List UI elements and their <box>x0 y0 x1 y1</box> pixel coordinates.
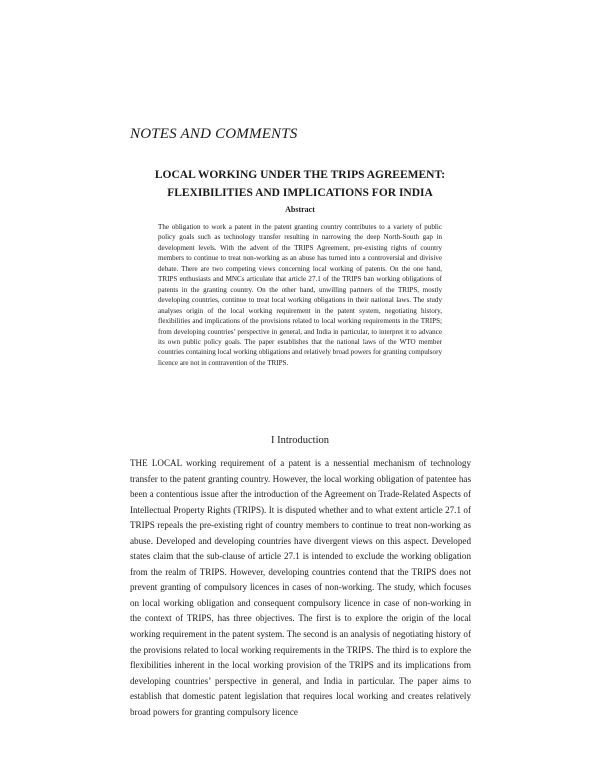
article-title-line-1: LOCAL WORKING UNDER THE TRIPS AGREEMENT: <box>154 169 446 181</box>
section-heading: NOTES AND COMMENTS <box>130 126 298 142</box>
abstract-text: The obligation to work a patent in the patent granting country contributes to a variety of public policy goals such as technology transfer resulting in narrowing the deep North-South gap in development levels. With the advent of the TRIPS Agreement, pre-existing rights of country members to continue to treat non-working as an abuse has turned into a controversial and divisive debate. There are two competing views concerning local working of patents. On the one hand, TRIPS enthusiasts and MNCs articulate that article 27.1 of the TRIPS ban working obligations of patents in the granting country. On the other hand, unwilling partners of the TRIPS, mostly developing countries, continue to treat local working obligations in their national laws. The study analyses origin of the local working requirement in the patent system, negotiating history, flexibilities and implications of the provisions related to local working requirements in the TRIPS; from developing countries’ perspective in general, and India in particular, to interpret it to advance its own public policy goals. The paper establishes that the national laws of the WTO member countries containing local working obligations and relatively broad powers for granting compulsory licence are not in contravention of the TRIPS. <box>158 223 442 367</box>
introduction-text: THE LOCAL working requirement of a patent is a nessential mechanism of technology transfer to the patent granting country. However, the local working obligation of patentee has been a contentious issue after the introduction of the Agreement on Trade-Related Aspects of Intellectual Property Rights (TRIPS). It is disputed whether and to what extent article 27.1 of TRIPS repeals the pre-existing right of country members to continue to treat non-working as abuse. Developed and developing countries have divergent views on this aspect. Developed states claim that the sub-clause of article 27.1 is intended to exclude the working obligation from the realm of TRIPS. However, developing countries contend that the TRIPS does not prevent granting of compulsory licences in cases of non-working. The study, which focuses on local working obligation and consequent compulsory licence in case of non-working in the context of TRIPS, has three objectives. The first is to explore the origin of the local working requirement in the patent system. The second is an analysis of negotiating history of the provisions related to local working requirements in the TRIPS. The third is to explore the flexibilities inherent in the local working provision of the TRIPS and its implications from developing countries’ perspective in general, and India in particular. The paper aims to establish that domestic patent legislation that requires local working and creates relatively broad powers for granting compulsory licence <box>130 458 471 717</box>
abstract-heading: Abstract <box>285 205 315 214</box>
article-title-line-2: FLEXIBILITIES AND IMPLICATIONS FOR INDIA <box>167 187 433 199</box>
article-title <box>100 166 500 202</box>
introduction-heading: I Introduction <box>270 435 330 446</box>
